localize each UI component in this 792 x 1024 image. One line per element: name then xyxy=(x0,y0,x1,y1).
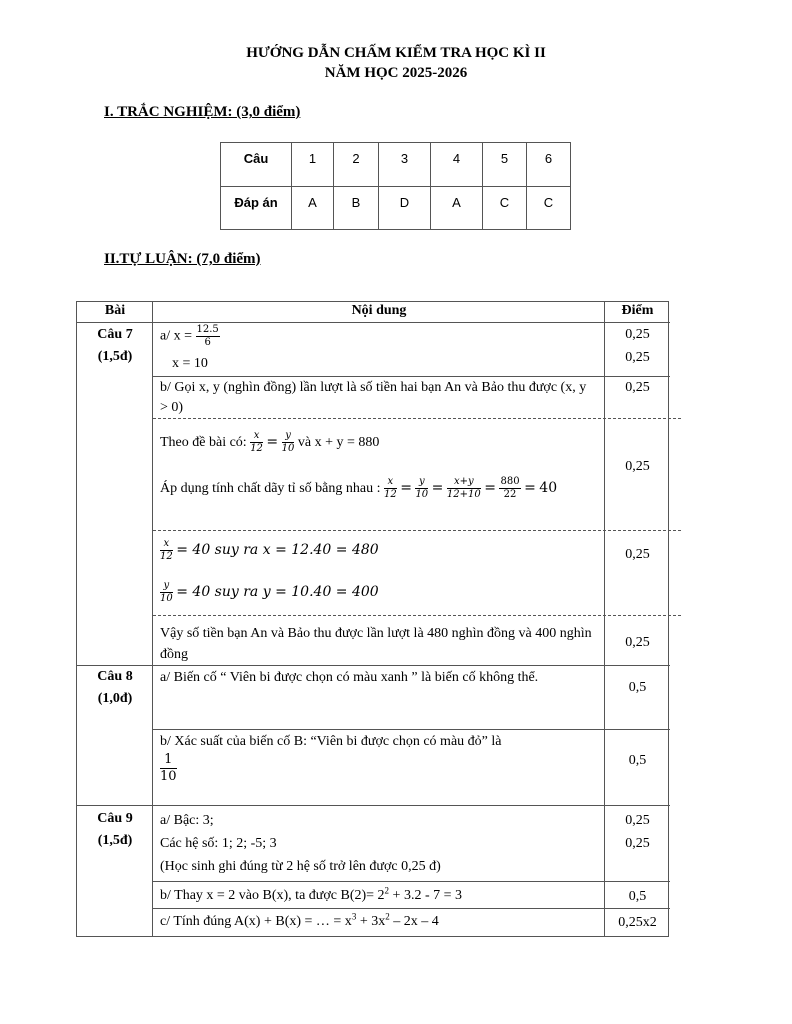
section-multiple-choice-heading: I. TRẮC NGHIỆM: (3,0 điểm) xyxy=(104,104,301,120)
fraction-denominator: 12 xyxy=(383,489,397,501)
row-divider xyxy=(153,881,670,882)
cau-9a-scores xyxy=(605,809,670,855)
cau-9a-content xyxy=(160,809,441,878)
text: c/ Tính đúng A(x) + B(x) = … = x xyxy=(160,914,352,929)
cau-7d-equation: = 40 suy ra y = 10.40 = 400 xyxy=(176,584,379,600)
cau-9a-line: Các hệ số: 1; 2; -5; 3 xyxy=(160,836,277,851)
fraction-denominator: 10 xyxy=(160,593,173,605)
cau-7d-equation: = 40 suy ra x = 12.40 = 480 xyxy=(176,542,379,558)
answer-cell: A xyxy=(292,187,334,230)
row-divider xyxy=(153,729,670,730)
fraction-denominator: 10 xyxy=(160,769,177,784)
score: 0,25 xyxy=(625,350,650,365)
cau-points-text: (1,0đ) xyxy=(97,691,133,706)
fraction-numerator: 1 xyxy=(160,752,177,769)
cau-label-text: Câu 7 xyxy=(97,327,133,342)
fraction-denominator: 12 xyxy=(250,443,263,455)
fraction-denominator: 12 xyxy=(160,551,173,563)
cau-9a-line: (Học sinh ghi đúng từ 2 hệ số trở lên được 0,25 đ) xyxy=(160,859,441,874)
column-header-noi-dung: Nội dung xyxy=(351,303,407,318)
cau-8b-score: 0,5 xyxy=(628,753,647,768)
fraction xyxy=(499,476,520,501)
fraction xyxy=(160,752,177,785)
cau-7a-content xyxy=(160,324,220,349)
cau-9c-content xyxy=(160,911,439,933)
cau-7c-line2: Áp dụng tính chất dãy tỉ số bằng nhau : $\frac{x}{12}$ = $\frac{y}{10}$ = $\frac{x+y}{12+10}$ = $\frac{880}{22}$ = 40 xyxy=(160,476,558,501)
cau-8b-fraction xyxy=(160,752,177,785)
cau-9a-line: a/ Bậc: 3; xyxy=(160,813,214,828)
fraction xyxy=(250,430,263,455)
question-row xyxy=(221,143,571,187)
fraction-numerator: 880 xyxy=(500,476,520,488)
fraction xyxy=(160,580,173,605)
cau-7-label xyxy=(77,324,153,368)
fraction-numerator: x xyxy=(160,538,173,551)
fraction-denominator: 10 xyxy=(415,489,429,501)
cau-9c-score: 0,25x2 xyxy=(618,915,657,930)
fraction-numerator: x+y xyxy=(447,476,481,489)
column-header-bai: Bài xyxy=(104,303,126,318)
label-cau: Câu xyxy=(221,143,292,187)
fraction-denominator: 6 xyxy=(204,337,211,348)
essay-grading-table xyxy=(76,301,669,937)
equals-sign: = xyxy=(266,434,279,450)
cau-8-label xyxy=(77,666,153,710)
exponent: 2 xyxy=(385,911,390,922)
answer-cell: B xyxy=(334,187,379,230)
cau-7d-line2 xyxy=(160,580,379,605)
cau-9b-content xyxy=(160,885,462,907)
cau-7a-prefix: a/ x = xyxy=(160,328,192,344)
cau-7c-prefix: Áp dụng tính chất dãy tỉ số bằng nhau : xyxy=(160,481,381,496)
question-number: 2 xyxy=(334,143,379,187)
fraction-numerator: x xyxy=(250,430,263,443)
cau-7c-score: 0,25 xyxy=(625,459,650,474)
fraction-denominator: 22 xyxy=(503,489,517,501)
text: + 3x xyxy=(356,914,386,929)
question-number: 4 xyxy=(431,143,483,187)
cau-7e-content: Vậy số tiền bạn An và Bảo thu được lần lượt là 480 nghìn đồng và 400 nghìn đồng xyxy=(160,626,592,662)
cau-label-text: Câu 8 xyxy=(97,669,133,684)
dashed-divider xyxy=(153,530,681,531)
fraction-numerator: y xyxy=(415,476,428,489)
label-dap-an: Đáp án xyxy=(221,187,292,230)
cau-7a-scores xyxy=(605,323,670,369)
cau-7c-result: 40 xyxy=(539,480,558,496)
cau-9b-score: 0,5 xyxy=(628,889,647,904)
fraction xyxy=(384,476,397,501)
cau-7c-line1 xyxy=(160,430,379,455)
answer-row xyxy=(221,187,571,230)
question-number: 1 xyxy=(292,143,334,187)
question-number: 3 xyxy=(379,143,431,187)
exponent: 2 xyxy=(384,885,390,896)
section-essay-heading: II.TỰ LUẬN: (7,0 điểm) xyxy=(104,251,261,267)
row-divider xyxy=(77,805,670,806)
row-divider xyxy=(77,665,670,666)
cau-7b-score: 0,25 xyxy=(625,380,650,395)
cau-points-text: (1,5đ) xyxy=(97,833,133,848)
document-title: HƯỚNG DẪN CHẤM KIỂM TRA HỌC KÌ II xyxy=(246,45,546,61)
fraction xyxy=(196,324,220,349)
dashed-divider xyxy=(153,615,681,616)
cau-8a-score: 0,5 xyxy=(628,680,647,695)
fraction xyxy=(160,538,173,563)
cau-7b-content: b/ Gọi x, y (nghìn đồng) lần lượt là số tiền hai bạn An và Bảo thu được (x, y > 0) xyxy=(160,380,587,415)
cau-7c-prefix: Theo đề bài có: xyxy=(160,435,247,450)
multiple-choice-table xyxy=(220,142,571,230)
answer-cell: D xyxy=(379,187,431,230)
fraction xyxy=(447,476,481,501)
row-divider xyxy=(153,908,670,909)
cau-7c-suffix: và x + y = 880 xyxy=(297,435,380,450)
exponent: 3 xyxy=(351,911,357,922)
answer-cell: C xyxy=(483,187,527,230)
cau-8a-content: a/ Biến cố “ Viên bi được chọn có màu xanh ” là biến cố không thể. xyxy=(160,670,539,685)
score: 0,25 xyxy=(625,813,650,828)
fraction xyxy=(415,476,428,501)
fraction-numerator: y xyxy=(282,430,295,443)
cau-points-text: (1,5đ) xyxy=(97,349,133,364)
cau-9-label xyxy=(77,808,153,852)
question-number: 5 xyxy=(483,143,527,187)
fraction xyxy=(282,430,295,455)
row-divider xyxy=(153,376,670,377)
fraction-denominator: 10 xyxy=(281,443,295,455)
score: 0,25 xyxy=(625,327,650,342)
cau-7d-line1 xyxy=(160,538,379,563)
dashed-divider xyxy=(153,418,681,419)
cau-7e-score: 0,25 xyxy=(625,635,650,650)
text: b/ Thay x = 2 vào B(x), ta được B(2)= 2 xyxy=(160,888,385,903)
document-subtitle: NĂM HỌC 2025-2026 xyxy=(324,65,468,81)
column-header-diem: Điểm xyxy=(621,303,654,318)
text: – 2x – 4 xyxy=(389,914,439,929)
answer-cell: A xyxy=(431,187,483,230)
cau-8b-content: b/ Xác suất của biến cố B: “Viên bi được chọn có màu đỏ” là xyxy=(160,734,502,749)
answer-cell: C xyxy=(527,187,571,230)
fraction-numerator: 12.5 xyxy=(196,324,219,335)
cau-label-text: Câu 9 xyxy=(97,811,133,826)
question-number: 6 xyxy=(527,143,571,187)
cau-7a-result: x = 10 xyxy=(172,356,208,371)
score: 0,25 xyxy=(625,836,650,851)
fraction-numerator: x xyxy=(384,476,397,489)
row-divider xyxy=(77,322,670,323)
fraction-numerator: y xyxy=(160,580,173,593)
cau-7d-score: 0,25 xyxy=(625,547,650,562)
text: + 3.2 - 7 = 3 xyxy=(389,888,462,903)
fraction-denominator: 12+10 xyxy=(446,489,481,501)
